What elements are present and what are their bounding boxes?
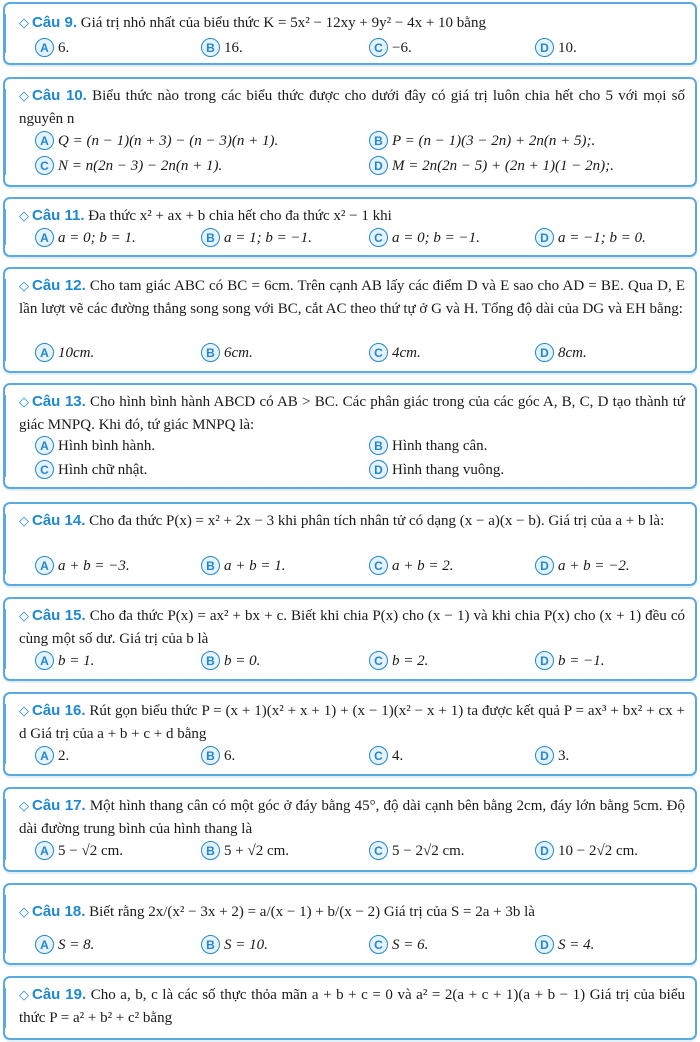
option-badge-icon: C — [369, 556, 388, 575]
option-d[interactable] — [369, 156, 614, 176]
option-text: 8cm. — [558, 345, 587, 361]
option-c[interactable] — [369, 343, 421, 363]
question-label: Câu 14. — [32, 512, 86, 529]
option-text: 3. — [558, 748, 570, 764]
option-d[interactable] — [535, 343, 587, 363]
option-text: −6. — [392, 40, 412, 56]
diamond-icon: ◇ — [19, 704, 29, 719]
option-text: 5 − 2√2 cm. — [392, 843, 465, 859]
option-badge-icon: B — [201, 651, 220, 670]
question-stem — [19, 510, 685, 533]
option-badge-icon: D — [369, 460, 388, 479]
option-text: S = 6. — [392, 937, 429, 953]
option-d[interactable] — [535, 841, 638, 861]
option-badge-icon: A — [35, 228, 54, 247]
option-badge-icon: C — [369, 651, 388, 670]
question-card-18 — [3, 883, 697, 965]
option-badge-icon: D — [369, 156, 388, 175]
option-a[interactable] — [35, 746, 69, 766]
option-badge-icon: C — [369, 935, 388, 954]
option-b[interactable] — [201, 935, 268, 955]
option-b[interactable] — [201, 228, 312, 248]
option-badge-icon: A — [35, 746, 54, 765]
option-c[interactable] — [369, 38, 412, 58]
option-text: Hình thang vuông. — [392, 462, 505, 478]
question-stem — [19, 984, 685, 1029]
option-b[interactable] — [201, 38, 243, 58]
option-text: 2. — [58, 748, 70, 764]
option-text: Q = (n − 1)(n + 3) − (n − 3)(n + 1). — [58, 133, 279, 149]
question-stem — [19, 391, 685, 436]
option-b[interactable] — [369, 131, 595, 151]
question-stem — [19, 12, 685, 35]
option-text: 4cm. — [392, 345, 421, 361]
diamond-icon: ◇ — [19, 395, 29, 410]
option-badge-icon: B — [201, 343, 220, 362]
option-text: 16. — [224, 40, 243, 56]
question-label: Câu 16. — [32, 702, 86, 719]
option-badge-icon: D — [535, 841, 554, 860]
question-label: Câu 11. — [32, 207, 85, 224]
question-card-13 — [3, 383, 697, 489]
option-c[interactable] — [35, 156, 222, 176]
option-badge-icon: A — [35, 38, 54, 57]
question-text: Cho hình bình hành ABCD có AB > BC. Các phân giác trong của các góc A, B, C, D tạo thành tứ giác MNPQ. Khi đó, tứ giác MNPQ là: — [19, 394, 686, 433]
question-label: Câu 9. — [32, 14, 78, 31]
question-card-17 — [3, 787, 697, 872]
option-a[interactable] — [35, 436, 155, 456]
option-a[interactable] — [35, 841, 123, 861]
diamond-icon: ◇ — [19, 209, 29, 224]
option-text: P = (n − 1)(3 − 2n) + 2n(n + 5);. — [392, 133, 596, 149]
option-b[interactable] — [369, 436, 487, 456]
option-badge-icon: C — [369, 841, 388, 860]
option-d[interactable] — [369, 460, 504, 480]
option-badge-icon: A — [35, 436, 54, 455]
option-badge-icon: B — [369, 436, 388, 455]
question-card-9 — [3, 2, 697, 65]
option-badge-icon: C — [35, 156, 54, 175]
option-a[interactable] — [35, 228, 136, 248]
question-label: Câu 19. — [32, 986, 87, 1003]
option-d[interactable] — [535, 38, 577, 58]
option-badge-icon: B — [201, 556, 220, 575]
question-card-11 — [3, 197, 697, 257]
option-c[interactable] — [369, 651, 428, 671]
option-b[interactable] — [201, 343, 253, 363]
question-stem — [19, 605, 685, 650]
option-d[interactable] — [535, 651, 605, 671]
question-card-14 — [3, 502, 697, 586]
question-label: Câu 15. — [32, 607, 86, 624]
option-badge-icon: D — [535, 228, 554, 247]
option-a[interactable] — [35, 131, 278, 151]
diamond-icon: ◇ — [19, 988, 29, 1003]
question-stem — [19, 275, 685, 320]
question-text: Cho a, b, c là các số thực thỏa mãn a + b + c = 0 và a² = 2(a + c + 1)(a + b − 1) Giá trị của biểu thức P = a² + b² + c² bằng — [19, 987, 686, 1026]
option-badge-icon: D — [535, 556, 554, 575]
option-text: N = n(2n − 3) − 2n(n + 1). — [58, 158, 223, 174]
option-badge-icon: D — [535, 38, 554, 57]
question-text: Giá trị nhỏ nhất của biểu thức K = 5x² − 12xy + 9y² − 4x + 10 bằng — [80, 15, 486, 31]
diamond-icon: ◇ — [19, 799, 29, 814]
option-badge-icon: A — [35, 935, 54, 954]
option-badge-icon: A — [35, 841, 54, 860]
option-badge-icon: A — [35, 131, 54, 150]
option-a[interactable] — [35, 343, 94, 363]
option-badge-icon: A — [35, 556, 54, 575]
option-text: a = 0; b = −1. — [392, 230, 480, 246]
question-stem — [19, 795, 685, 840]
question-text: Cho đa thức P(x) = x² + 2x − 3 khi phân tích nhân tử có dạng (x − a)(x − b). Giá trị của a + b là: — [89, 513, 665, 529]
option-text: 10cm. — [58, 345, 95, 361]
question-stem — [19, 205, 685, 228]
option-badge-icon: C — [369, 343, 388, 362]
option-badge-icon: B — [201, 38, 220, 57]
option-d[interactable] — [535, 228, 646, 248]
option-badge-icon: D — [535, 343, 554, 362]
question-label: Câu 12. — [32, 277, 86, 294]
question-text: Cho đa thức P(x) = ax² + bx + c. Biết khi chia P(x) cho (x − 1) và khi chia P(x) cho (x + 1) đều có cùng một số dư. Giá trị của b là — [19, 608, 685, 647]
question-stem — [19, 85, 685, 130]
option-text: a = −1; b = 0. — [558, 230, 646, 246]
diamond-icon: ◇ — [19, 609, 29, 624]
option-badge-icon: C — [369, 38, 388, 57]
option-text: b = −1. — [558, 653, 605, 669]
option-badge-icon: D — [535, 935, 554, 954]
option-text: Hình thang cân. — [392, 438, 488, 454]
option-c[interactable] — [369, 228, 480, 248]
option-text: b = 1. — [58, 653, 95, 669]
option-badge-icon: A — [35, 343, 54, 362]
option-text: M = 2n(2n − 5) + (2n + 1)(1 − 2n);. — [392, 158, 614, 174]
option-badge-icon: C — [369, 746, 388, 765]
option-text: a = 1; b = −1. — [224, 230, 312, 246]
question-text: Một hình thang cân có một góc ở đáy bằng 45°, độ dài cạnh bên bằng 2cm, đáy lớn bằng 5cm. Độ dài đường trung bình của hình thang là — [19, 798, 685, 837]
option-a[interactable] — [35, 935, 94, 955]
option-b[interactable] — [201, 746, 235, 766]
option-text: S = 8. — [58, 937, 95, 953]
question-text: Cho tam giác ABC có BC = 6cm. Trên cạnh AB lấy các điểm D và E sao cho AD = BE. Qua D, E lần lượt vẽ các đường thẳng song song với BC, cắt AC theo thứ tự ở G và H. Tổng độ dài của DG và EH bằng: — [19, 278, 686, 317]
option-b[interactable] — [201, 841, 289, 861]
option-text: 4. — [392, 748, 404, 764]
question-card-19 — [3, 976, 697, 1040]
option-c[interactable] — [369, 935, 428, 955]
option-text: S = 10. — [224, 937, 268, 953]
question-stem — [19, 700, 685, 745]
diamond-icon: ◇ — [19, 279, 29, 294]
option-text: Hình bình hành. — [58, 438, 156, 454]
diamond-icon: ◇ — [19, 16, 29, 31]
option-badge-icon: D — [535, 746, 554, 765]
option-badge-icon: B — [201, 228, 220, 247]
option-badge-icon: B — [201, 841, 220, 860]
option-b[interactable] — [201, 651, 260, 671]
option-badge-icon: C — [35, 460, 54, 479]
question-card-16 — [3, 692, 697, 776]
option-text: a = 0; b = 1. — [58, 230, 136, 246]
option-badge-icon: D — [535, 651, 554, 670]
question-stem — [19, 901, 685, 924]
option-badge-icon: B — [201, 935, 220, 954]
question-label: Câu 17. — [32, 797, 86, 814]
option-text: Hình chữ nhật. — [58, 462, 148, 478]
option-badge-icon: B — [201, 746, 220, 765]
question-card-15 — [3, 597, 697, 681]
option-a[interactable] — [35, 651, 94, 671]
option-a[interactable] — [35, 38, 69, 58]
question-text: Đa thức x² + ax + b chia hết cho đa thức x² − 1 khi — [88, 208, 392, 224]
question-label: Câu 18. — [32, 903, 86, 920]
option-b[interactable] — [201, 556, 286, 576]
question-text: Rút gọn biểu thức P = (x + 1)(x² + x + 1) + (x − 1)(x² − x + 1) ta được kết quả P = ax³ + bx² + cx + d Giá trị của a + b + c + d bằng — [19, 703, 686, 742]
option-text: a + b = −2. — [558, 558, 630, 574]
option-badge-icon: C — [369, 228, 388, 247]
question-card-12 — [3, 267, 697, 373]
option-text: a + b = −3. — [58, 558, 130, 574]
option-text: b = 0. — [224, 653, 261, 669]
diamond-icon: ◇ — [19, 89, 29, 104]
question-card-10 — [3, 77, 697, 187]
option-text: b = 2. — [392, 653, 429, 669]
question-text: Biết rằng 2x/(x² − 3x + 2) = a/(x − 1) + b/(x − 2) Giá trị của S = 2a + 3b là — [89, 904, 535, 920]
option-d[interactable] — [535, 746, 569, 766]
option-c[interactable] — [369, 556, 454, 576]
question-label: Câu 13. — [32, 393, 86, 410]
option-text: 5 − √2 cm. — [58, 843, 124, 859]
option-text: a + b = 1. — [224, 558, 286, 574]
option-text: 6. — [224, 748, 236, 764]
option-c[interactable] — [369, 841, 465, 861]
option-badge-icon: A — [35, 651, 54, 670]
question-text: Biểu thức nào trong các biểu thức được cho dưới đây có giá trị luôn chia hết cho 5 với mọi số nguyên n — [19, 88, 686, 127]
option-text: 10 − 2√2 cm. — [558, 843, 639, 859]
diamond-icon: ◇ — [19, 905, 29, 920]
option-text: a + b = 2. — [392, 558, 454, 574]
option-d[interactable] — [535, 556, 630, 576]
option-badge-icon: B — [369, 131, 388, 150]
option-text: S = 4. — [558, 937, 595, 953]
option-d[interactable] — [535, 935, 594, 955]
option-c[interactable] — [35, 460, 147, 480]
option-a[interactable] — [35, 556, 130, 576]
option-text: 5 + √2 cm. — [224, 843, 290, 859]
question-label: Câu 10. — [32, 87, 87, 104]
option-text: 6cm. — [224, 345, 253, 361]
option-text: 6. — [58, 40, 70, 56]
option-text: 10. — [558, 40, 577, 56]
option-c[interactable] — [369, 746, 403, 766]
diamond-icon: ◇ — [19, 514, 29, 529]
